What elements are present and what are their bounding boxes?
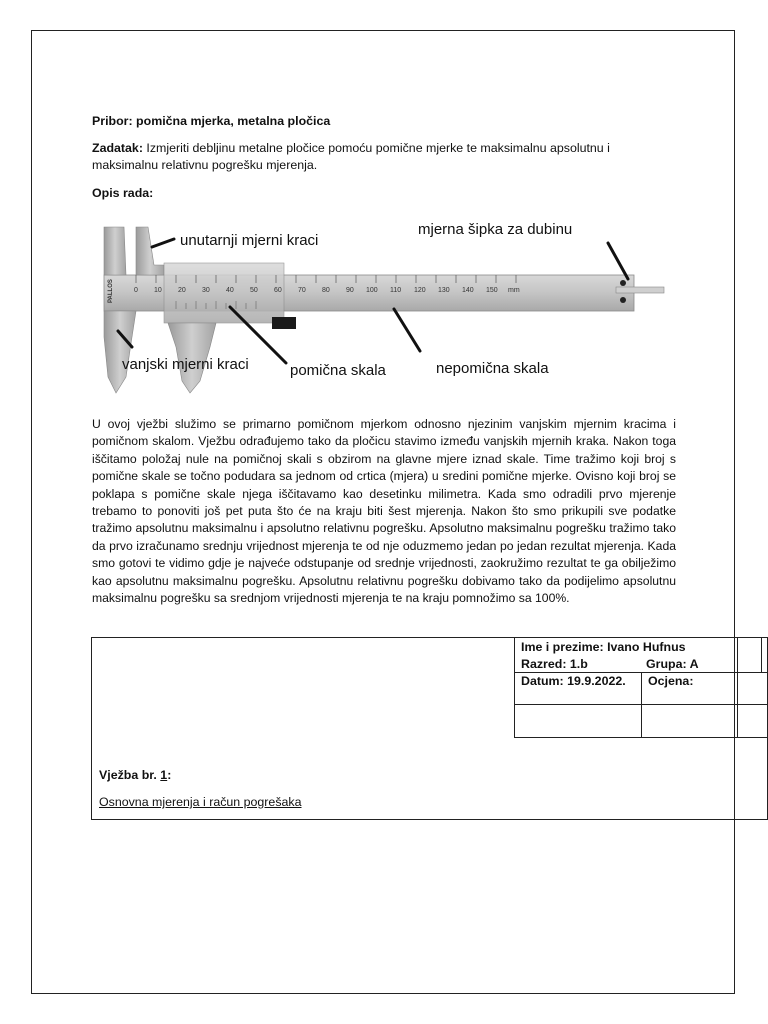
- zadatak-label: Zadatak:: [92, 141, 143, 155]
- label-vernier-scale: pomična skala: [290, 362, 386, 379]
- scale-number: 40: [226, 287, 234, 294]
- exercise-date: Datum: 19.9.2022.: [521, 674, 626, 688]
- zadatak-block: [92, 140, 682, 174]
- caliper-figure: [96, 217, 676, 403]
- label-inner-jaws: unutarnji mjerni kraci: [180, 232, 319, 249]
- pribor-line: Pribor: pomična mjerka, metalna pločica: [92, 114, 331, 128]
- scale-number: 90: [346, 287, 354, 294]
- label-outer-jaws: vanjski mjerni kraci: [122, 356, 249, 373]
- rivet: [620, 280, 626, 286]
- scale-number: 30: [202, 287, 210, 294]
- label-depth-rod: mjerna šipka za dubinu: [418, 221, 573, 238]
- exercise-number-value: 1: [160, 768, 168, 782]
- empty-cell: [514, 704, 642, 738]
- student-class: Razred: 1.b: [521, 657, 588, 671]
- empty-cell: [737, 704, 768, 738]
- scale-number: 140: [462, 287, 474, 294]
- rivet: [620, 297, 626, 303]
- empty-cell: [761, 637, 768, 673]
- depth-rod: [616, 287, 664, 293]
- empty-cell: [737, 637, 762, 673]
- scale-number: 60: [274, 287, 282, 294]
- fixed-inner-jaw: [104, 227, 126, 275]
- student-group: Grupa: A: [646, 657, 699, 671]
- scale-unit: mm: [508, 287, 520, 294]
- zadatak-text-1: Izmjeriti debljinu metalne pločice pomoću pomične mjerke te maksimalnu apsolutnu i: [142, 141, 610, 155]
- scale-number: 80: [322, 287, 330, 294]
- scale-number: 100: [366, 287, 378, 294]
- scale-number: 130: [438, 287, 450, 294]
- empty-cell: [737, 672, 768, 705]
- scale-number: 110: [390, 287, 402, 294]
- scale-number: 50: [250, 287, 258, 294]
- grade-label: Ocjena:: [648, 674, 694, 688]
- opis-label: Opis rada:: [92, 186, 154, 200]
- exercise-number-prefix: Vježba br.: [99, 768, 161, 782]
- scale-number: 20: [178, 287, 186, 294]
- zadatak-text-2: maksimalnu relativnu pogrešku mjerenja.: [92, 158, 318, 173]
- exercise-box: [91, 637, 768, 820]
- exercise-title: Osnovna mjerenja i račun pogrešaka: [99, 795, 302, 809]
- scale-number: 0: [134, 287, 138, 294]
- label-main-scale: nepomična skala: [436, 360, 549, 377]
- scale-number: 120: [414, 287, 426, 294]
- empty-cell: [641, 704, 738, 738]
- brand-logo-text: PALLOS: [108, 279, 114, 303]
- scale-number: 150: [486, 287, 498, 294]
- description-paragraph: U ovoj vježbi služimo se primarno pomičnom mjerkom odnosno njezinim vanjskim mjernim kracima i pomičnom skalom. Vježbu odrađujemo tako da pločicu stavimo između vanjskih mjernih kraka. Nakon toga iščitamo položaj nule na pomičnoj skali s obzirom na glavne mjere iznad skale. Time tražimo koji broj s pomične skale se točno podudara sa jednom od crtica (mjera) u sredini pomične mjerke. Ovisno koji broj se poklapa s pomične skale njega iščitavamo kao desetinku milimetra. Kada smo odradili prvo mjerenje trebamo to ponoviti još pet puta što će na kraju biti šest mjerenja. Nakon što smo prikupili sve podatke tražimo apsolutnu maksimalnu i apsolutno relativnu pogrešku. Apsolutno maksimalnu pogrešku tražimo tako da prvo izračunamo srednju vrijednost mjerenja te od nje oduzmemo jedan po jedan rezultat mjerenja. Kada smo gotovi te vidimo gdje je najveće odstupanje od srednje vrijednosti, zaokružimo rezultat te ga obilježimo kao apsolutnu maksimalnu pogrešku. Apsolutnu relativnu pogrešku dobivamo tako da podijelimo apsolutnu maksimalnu pogrešku sa srednjom vrijednosti mjerenja te na kraju pomnožimo sa 100%.: [92, 417, 676, 606]
- thumb-screw: [272, 317, 296, 329]
- exercise-number: [99, 768, 171, 782]
- exercise-number-suffix: :: [167, 768, 172, 782]
- scale-number: 10: [154, 287, 162, 294]
- scale-number: 70: [298, 287, 306, 294]
- student-name: Ime i prezime: Ivano Hufnus: [521, 640, 686, 654]
